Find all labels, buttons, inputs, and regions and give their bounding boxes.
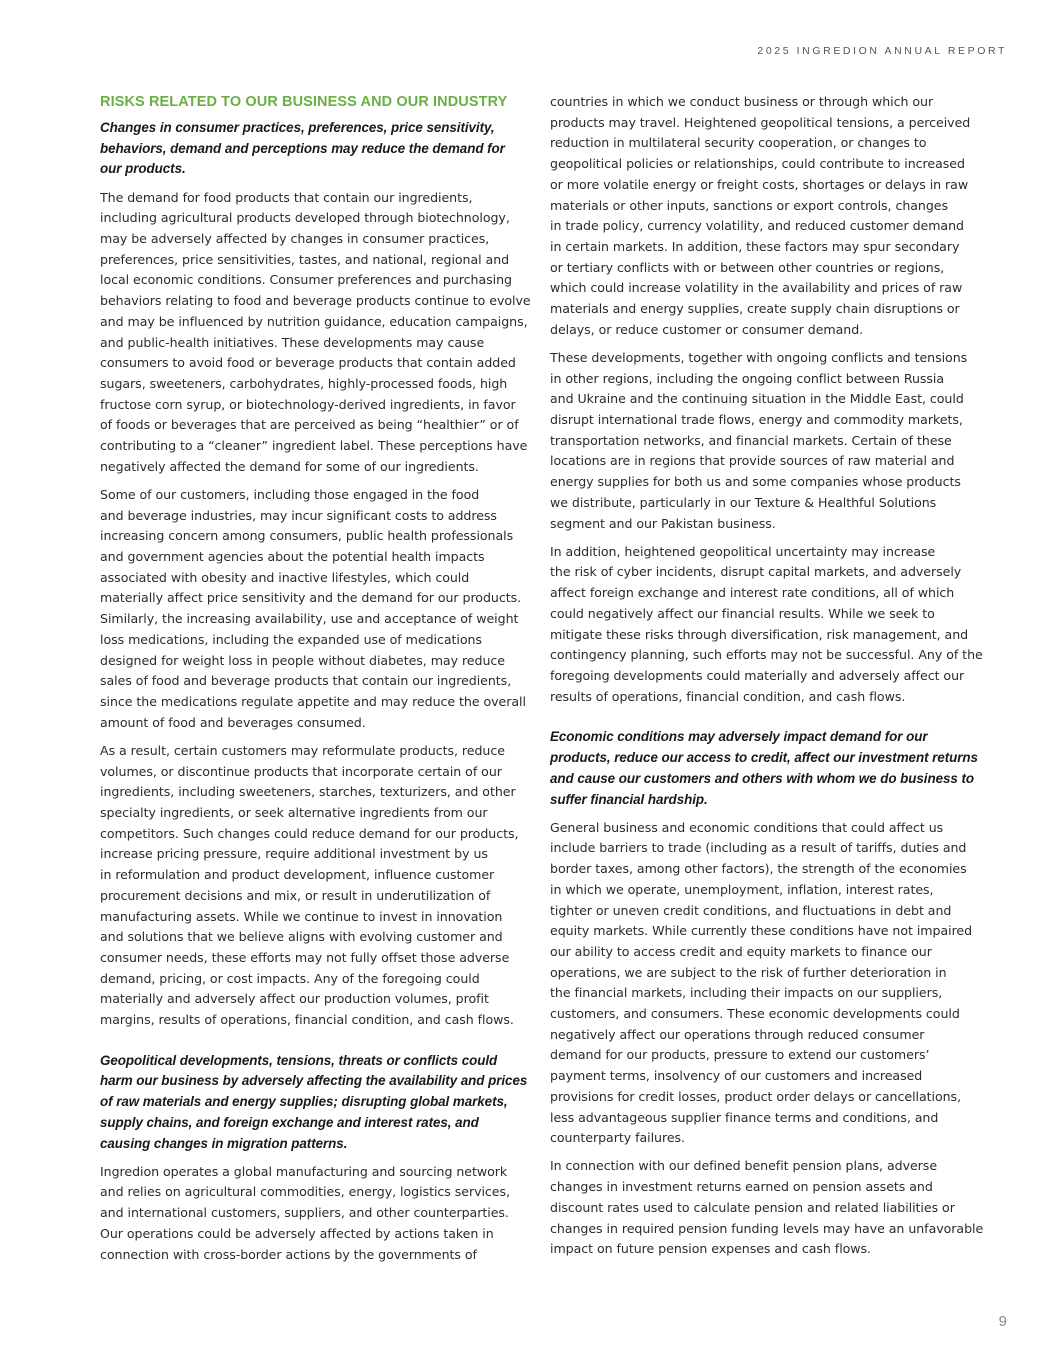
- paragraph: countries in which we conduct business or through which our products may travel. Heightened geopolitical tensions, a perceived reduction in multilateral security cooperation, or changes to geopolitical policies or relationships, could contribute to increased or more volatile energy or freight costs, shortages or delays in raw materials or other inputs, sanctions or export controls, changes in trade policy, currency volatility, and reduced customer demand in certain markets. In addition, these factors may spur secondary or tertiary conflicts with or between other countries or regions, which could increase volatility in the availability and prices of raw materials and energy supplies, create supply chain disruptions or delays, or reduce customer or consumer demand.: [550, 94, 971, 337]
- section-title: RISKS RELATED TO OUR BUSINESS AND OUR INDUSTRY: [100, 94, 508, 110]
- paragraph: Ingredion operates a global manufacturing and sourcing network and relies on agricultural commodities, energy, logistics services, and international customers, suppliers, and other counterparties. Our operations could be adversely affected by actions taken in connection with cross-border actions by the governments of: [100, 1163, 510, 1262]
- right-column: [550, 92, 990, 1267]
- paragraph: Some of our customers, including those engaged in the food and beverage industries, may incur significant costs to address increasing concern among consumers, public health professionals and government agencies about the potential health impacts associated with obesity and inactive lifestyles, which could materially affect price sensitivity and the demand for our products. Similarly, the increasing availability, use and acceptance of weight loss medications, including the expanded use of medications designed for weight loss in people without diabetes, may reduce sales of food and beverage products that contain our ingredients, since the medications regulate appetite and may reduce the overall amount of food and beverages consumed.: [100, 486, 526, 730]
- paragraph: These developments, together with ongoing conflicts and tensions in other regions, including the ongoing conflict between Russia and Ukraine and the continuing situation in the Middle East, could disrupt international trade flows, energy and commodity markets, transportation networks, and financial markets. Certain of these locations are in regions that provide sources of raw material and energy supplies for both us and some companies whose products we distribute, particularly in our Texture & Healthful Solutions segment and our Pakistan business.: [550, 349, 968, 531]
- page-number: 9: [998, 1313, 1007, 1330]
- paragraph: General business and economic conditions that could affect us include barriers to trade (including as a result of tariffs, duties and border taxes, among other factors), the strength of the economies in which we operate, unemployment, inflation, interest rates, tighter or uneven credit conditions, and fluctuations in debt and equity markets. While currently these conditions have not impaired our ability to access credit and equity markets to finance our operations, we are subject to the risk of further deterioration in the financial markets, including their impacts on our suppliers, customers, and consumers. These economic developments could negatively affect our operations through reduced consumer demand for our products, pressure to extend our customers’ payment terms, insolvency of our customers and increased provisions for credit losses, product order delays or cancellations, less advantageous supplier finance terms and conditions, and counterparty failures.: [550, 819, 973, 1146]
- risk-heading: Changes in consumer practices, preferences, price sensitivity, behaviors, demand and perceptions may reduce the demand for our products.: [100, 120, 505, 177]
- paragraph: In connection with our defined benefit pension plans, adverse changes in investment returns earned on pension assets and discount rates used to calculate pension and related liabilities or changes in required pension funding levels may have an unfavorable impact on future pension expenses and cash flows.: [550, 1158, 984, 1257]
- risk-heading: Economic conditions may adversely impact demand for our products, reduce our access to credit, affect our investment returns and cause our customers and others with whom we do business to suffer financial hardship.: [550, 729, 978, 807]
- left-column: [100, 92, 540, 1273]
- paragraph: As a result, certain customers may reformulate products, reduce volumes, or discontinue products that incorporate certain of our ingredients, including sweeteners, starches, texturizers, and other specialty ingredients, or seek alternative ingredients from our competitors. Such changes could reduce demand for our products, increase pricing pressure, require additional investment by us in reformulation and product development, influence customer procurement decisions and mix, or result in underutilization of manufacturing assets. While we continue to invest in innovation and solutions that we believe aligns with evolving customer and consumer needs, these efforts may not fully offset those adverse demand, pricing, or cost impacts. Any of the foregoing could materially and adversely affect our production volumes, profit margins, results of operations, financial condition, and cash flows.: [100, 742, 519, 1028]
- running-header: 2025 INGREDION ANNUAL REPORT: [757, 45, 1007, 57]
- paragraph: The demand for food products that contain our ingredients, including agricultural products developed through biotechnology, may be adversely affected by changes in consumer practices, preferences, price sensitivities, tastes, and national, regional and local economic conditions. Consumer preferences and purchasing behaviors relating to food and beverage products continue to evolve and may be influenced by nutrition guidance, education campaigns, and public-health initiatives. These developments may cause consumers to avoid food or beverage products that contain added sugars, sweeteners, carbohydrates, highly-processed foods, high fructose corn syrup, or biotechnology-derived ingredients, in favor of foods or beverages that are perceived as being “healthier” or of contributing to a “cleaner” ingredient label. These perceptions have negatively affected the demand for some of our ingredients.: [100, 189, 531, 474]
- paragraph: In addition, heightened geopolitical uncertainty may increase the risk of cyber incidents, disrupt capital markets, and adversely affect foreign exchange and interest rate conditions, all of which could negatively affect our financial results. While we seek to mitigate these risks through diversification, risk management, and contingency planning, such efforts may not be successful. Any of the foregoing developments could materially and adversely affect our results of operations, financial condition, and cash flows.: [550, 543, 983, 704]
- risk-heading: Geopolitical developments, tensions, threats or conflicts could harm our business by adversely affecting the availability and prices of raw materials and energy supplies; disrupting global markets, supply chains, and foreign exchange and interest rates, and causing changes in migration patterns.: [100, 1052, 528, 1151]
